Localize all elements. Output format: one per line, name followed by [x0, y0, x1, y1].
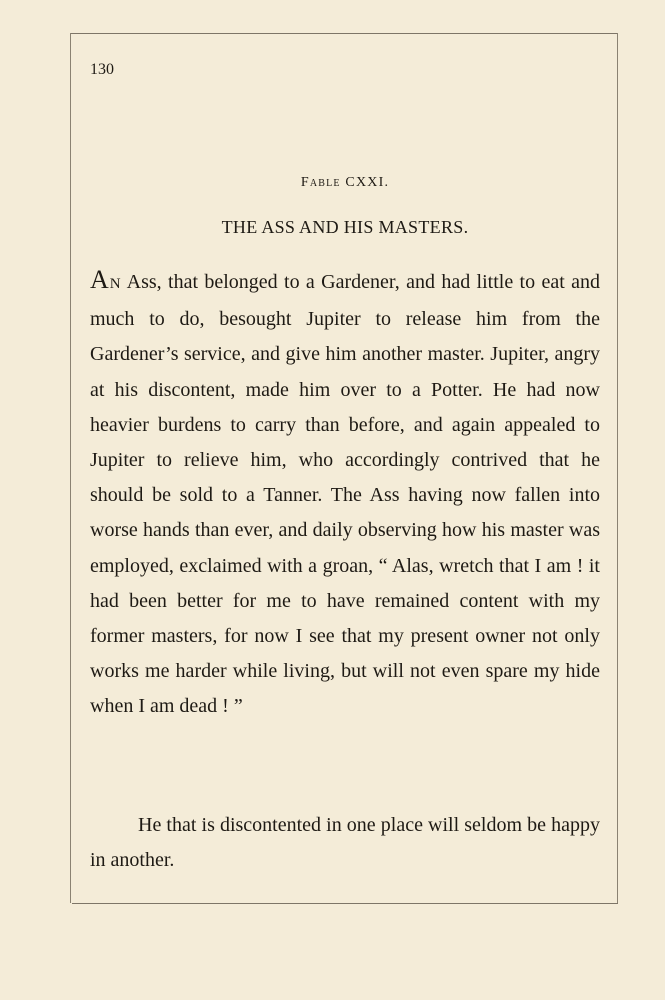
- fable-body: [90, 262, 600, 725]
- fable-body-text: Ass, that belonged to a Gardener, and had little to eat and much to do, besought Jupiter to release him from the Gardener’s service, and give him another master. Jupiter, angry at his discontent, made him over to a Potter. He had now heavier burdens to carry than before, and again appealed to Jupiter to relieve him, who accordingly contrived that he should be sold to a Tanner. The Ass having now fallen into worse hands than ever, and daily observing how his master was employed, exclaimed with a groan, “ Alas, wretch that I am ! it had been better for me to have remained content with my former masters, for now I see that my present owner not only works me harder while living, but will not even spare my hide when I am dead ! ”: [90, 271, 600, 718]
- fable-title: THE ASS AND HIS MASTERS.: [221, 217, 469, 237]
- drop-cap-letter: A: [90, 265, 110, 294]
- page-number: 130: [90, 61, 114, 78]
- page-frame-right-rule: [617, 33, 618, 903]
- page-frame-bottom-rule: [72, 903, 618, 904]
- page-frame-left-rule: [70, 33, 71, 903]
- first-word-small-caps: N: [109, 276, 122, 292]
- fable-moral: He that is discontented in one place will seldom be happy in another.: [90, 814, 600, 871]
- page-frame-top-rule: [70, 33, 618, 34]
- fable-number-label: Fable CXXI.: [300, 175, 390, 190]
